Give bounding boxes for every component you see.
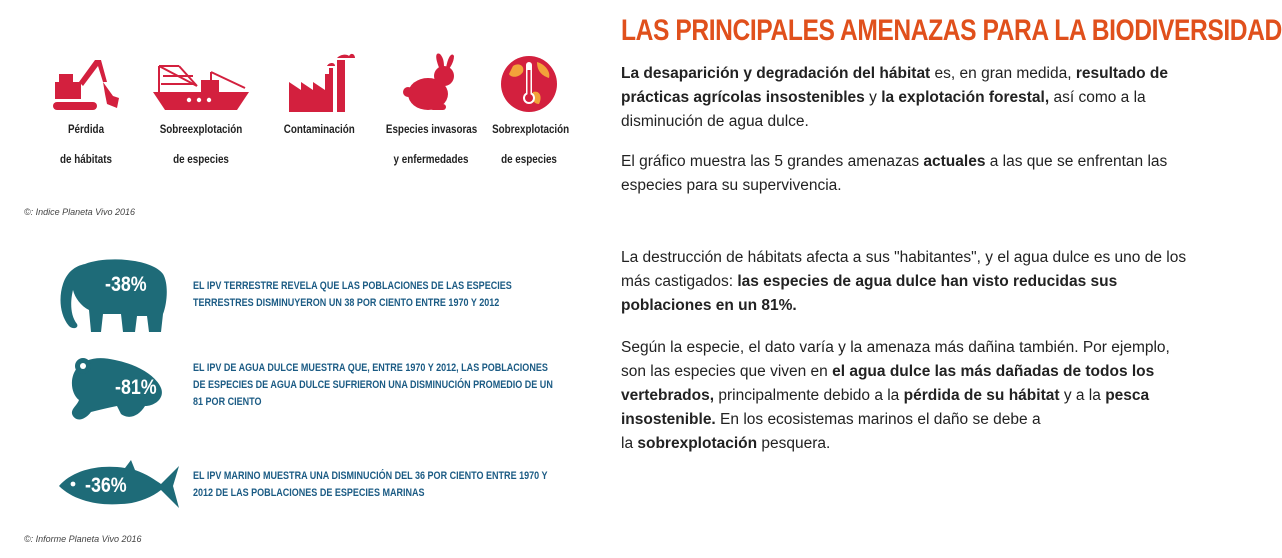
bold-text: resultado de prácticas agrícolas insostenibles [621, 65, 1169, 106]
text: Según la especie, el dato varía y la amenaza más dañina también. Por ejemplo, son las especies que viven en [621, 339, 1170, 380]
ipv-terrestrial [55, 258, 555, 336]
threat-pollution [276, 52, 362, 144]
paragraph-1 [621, 62, 1191, 134]
threat-habitat-loss [46, 52, 126, 174]
threat-label-line1: Especies invasoras [385, 122, 478, 136]
ipv-text-line: EL IPV TERRESTRE REVELA QUE LAS POBLACIONES DE LAS ESPECIES [193, 280, 512, 292]
text: El gráfico muestra las 5 grandes amenazas [621, 153, 924, 170]
bold-text: pérdida de su hábitat [903, 387, 1060, 404]
text: En los ecosistemas marinos el daño se debe a [715, 411, 1041, 428]
ipv-marine [55, 458, 555, 514]
credit-bottom: ©: Informe Planeta Vivo 2016 [24, 534, 142, 544]
ipv-text-line: EL IPV MARINO MUESTRA UNA DISMINUCIÓN DEL 36 POR CIENTO ENTRE 1970 Y [193, 470, 548, 482]
credit-top: ©: Indice Planeta Vivo 2016 [24, 207, 136, 217]
paragraph-2 [621, 150, 1191, 198]
bold-text: sobrexplotación [637, 435, 758, 452]
fishing-boat-icon [149, 52, 253, 114]
text: y [864, 89, 882, 106]
excavator-icon [49, 52, 123, 114]
bold-text: las especies de agua dulce han visto reducidas sus poblaciones en un 81%. [621, 273, 1118, 314]
threat-overexploitation-fishing [146, 52, 256, 174]
page-title: LAS PRINCIPALES AMENAZAS PARA LA BIODIVERSIDAD [621, 14, 1282, 47]
paragraph-4 [621, 336, 1191, 456]
ipv-text-line: 81 POR CIENTO [193, 396, 262, 408]
threat-label-line2: de hábitats [60, 152, 112, 166]
ipv-percent: -36% [85, 474, 127, 497]
ipv-text-line: DE ESPECIES DE AGUA DULCE SUFRIERON UNA DISMINUCIÓN PROMEDIO DE UN [193, 379, 553, 391]
globe-thermometer-icon [497, 52, 561, 114]
threat-invasive-species [376, 52, 486, 174]
bold-text: el agua dulce las más dañadas de todos los vertebrados, [621, 363, 1155, 404]
threat-label-line1: Sobreexplotación [159, 122, 243, 136]
threat-climate-change [484, 52, 574, 174]
threat-label-line1: Sobrexplotación [492, 122, 570, 136]
bold-text: actuales [923, 153, 986, 170]
threat-label-line1: Contaminación [283, 122, 355, 136]
ipv-percent: -38% [105, 273, 147, 296]
text: principalmente debido a la [714, 387, 904, 404]
text: es, en gran medida, [930, 65, 1076, 82]
text: y a la [1059, 387, 1106, 404]
text: La destrucción de hábitats afecta a sus "habitantes", y el agua dulce es uno de los más castigados: [621, 249, 1187, 290]
factory-icon [283, 52, 355, 114]
text: la [621, 435, 638, 452]
rabbit-icon [400, 52, 462, 114]
text: así como a la disminución de agua dulce. [621, 89, 1146, 130]
threat-label-line2: de especies [173, 152, 229, 166]
bold-text: pesca insostenible. [621, 387, 1150, 428]
ipv-text-line: EL IPV DE AGUA DULCE MUESTRA QUE, ENTRE 1970 Y 2012, LAS POBLACIONES [193, 362, 548, 374]
ipv-freshwater [55, 354, 555, 426]
threat-label-line2: y enfermedades [393, 152, 469, 166]
text: pesquera. [757, 435, 831, 452]
bold-text: la explotación forestal, [881, 89, 1050, 106]
threat-label-line1: Pérdida [67, 122, 105, 136]
ipv-text-line: TERRESTRES DISMINUYERON UN 38 POR CIENTO ENTRE 1970 Y 2012 [193, 297, 500, 309]
ipv-percent: -81% [115, 376, 157, 399]
bold-text: La desaparición y degradación del hábitat [621, 65, 931, 82]
paragraph-3 [621, 246, 1191, 318]
ipv-text-line: 2012 DE LAS POBLACIONES DE ESPECIES MARINAS [193, 487, 425, 499]
threat-label-line2: de especies [501, 152, 557, 166]
text: a las que se enfrentan las especies para su supervivencia. [621, 153, 1168, 194]
